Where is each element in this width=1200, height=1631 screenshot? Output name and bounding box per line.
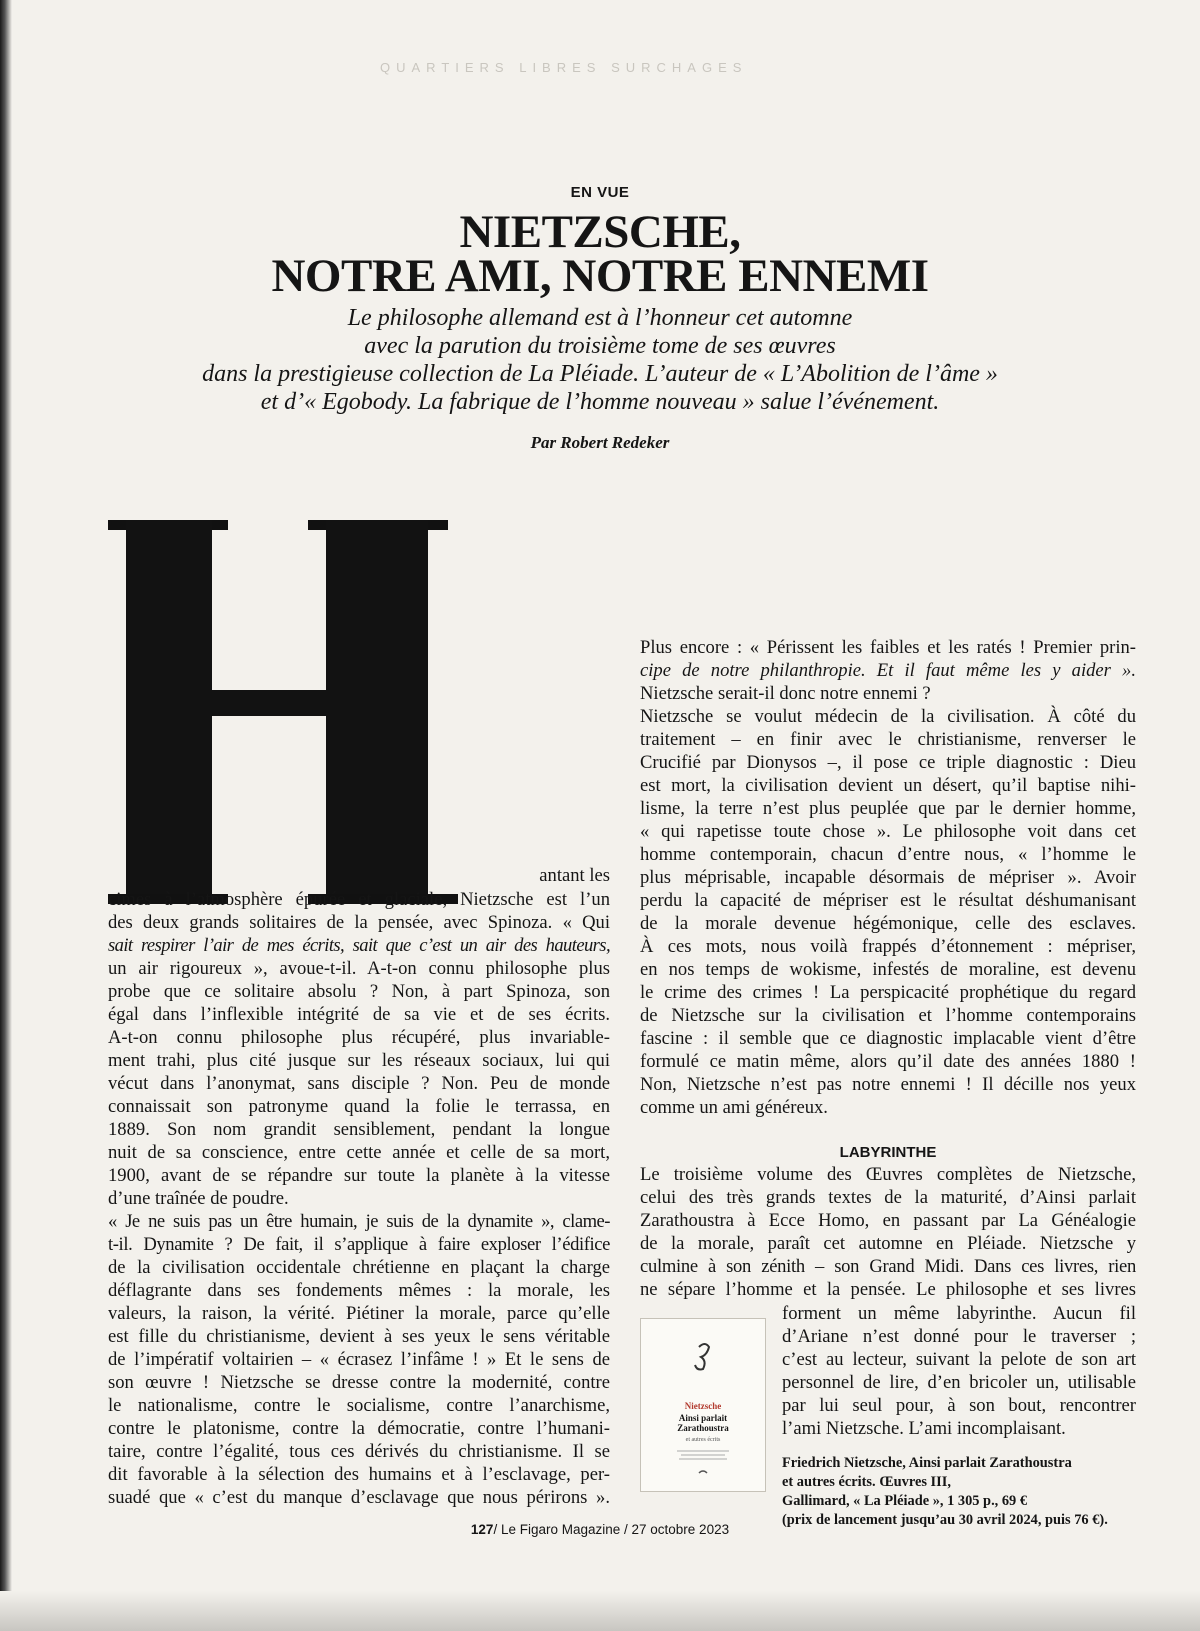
text-line: connaissait son patronyme quand la folie le terrassa, en <box>108 1096 610 1117</box>
caption-line: Gallimard, « La Pléiade », 1 305 p., 69 € <box>782 1493 1028 1509</box>
text-line: d’Ariane n’est donné pour le traverser ; <box>782 1326 1136 1347</box>
text-line: forment un même labyrinthe. Aucun fil <box>782 1303 1136 1324</box>
text-line: lisme, la terre n’est plus peuplée que par le dernier homme, <box>640 798 1136 819</box>
page-bottom-shadow <box>0 1591 1200 1631</box>
caption-line: (prix de lancement jusqu’au 30 avril 2024, puis 76 €). <box>782 1512 1108 1528</box>
page-number: 127 <box>470 1522 494 1537</box>
text-line: de la morale devenue hégémonique, celle des esclaves. <box>640 913 1136 934</box>
text-line: personnel de lire, d’en bricoler un, utilisable <box>782 1372 1136 1393</box>
caption-line: et autres écrits. Œuvres III, <box>782 1474 951 1490</box>
text-line: comme un ami généreux. <box>640 1097 828 1118</box>
text-line: ne sépare l’homme et la pensée. Le philosophe et ses livres <box>640 1279 1136 1300</box>
standfirst <box>0 304 1200 416</box>
text-line: 1889. Son nom grandit sensiblement, pendant la longue <box>108 1119 610 1140</box>
text-line: culmine à son zénith – son Grand Midi. Dans ces livres, rien <box>640 1256 1136 1277</box>
book-caption <box>782 1454 1142 1530</box>
text-line: en nos temps de wokisme, infestés de moraline, est devenu <box>640 959 1136 980</box>
standfirst-line: avec la parution du troisième tome de ses œuvres <box>364 333 836 359</box>
text-line: Le troisième volume des Œuvres complètes de Nietzsche, <box>640 1164 1136 1185</box>
right-column-part2 <box>640 1163 1136 1301</box>
text-line: un air rigoureux », avoue-t-il. A-t-on connu philosophe plus <box>108 958 610 979</box>
text-line: probe que ce solitaire absolu ? Non, à part Spinoza, son <box>108 981 610 1002</box>
text-line: déflagrante dans ses fondements mêmes : la morale, les <box>108 1280 610 1301</box>
title-line: NIETZSCHE, <box>459 206 741 258</box>
text-line: cimes à l’atmosphère épurée et glaciale, Nietzsche est l’un <box>108 889 610 910</box>
text-line: formulé ce matin même, alors qu’il date des années 1880 ! <box>640 1051 1136 1072</box>
caption-line: Friedrich Nietzsche, Ainsi parlait Zarathoustra <box>782 1455 1072 1471</box>
text-line: ment trahi, plus cité jusque sur les réseaux sociaux, lui qui <box>108 1050 610 1071</box>
text-line: dit favorable à la sélection des humains et à l’esclavage, per- <box>108 1464 610 1485</box>
right-column <box>640 636 1136 1119</box>
text-line: des deux grands solitaires de la pensée, avec Spinoza. « Qui <box>108 912 610 933</box>
text-line: par lui seul pour, à son bout, rencontrer <box>782 1395 1136 1416</box>
text-line: traitement – en finir avec le christianisme, renverser le <box>640 729 1136 750</box>
section-kicker: EN VUE <box>570 184 630 201</box>
text-line: son œuvre ! Nietzsche se dresse contre la modernité, contre <box>108 1372 610 1393</box>
standfirst-line: Le philosophe allemand est à l’honneur cet automne <box>347 305 853 331</box>
text-line: de la civilisation occidentale chrétienne en plaçant la charge <box>108 1257 610 1278</box>
text-line: fascine : il semble que ce diagnostic implacable vient d’être <box>640 1028 1136 1049</box>
page-footer <box>0 1522 1200 1537</box>
text-line: perdu la capacité de mépriser est le résultat déshumanisant <box>640 890 1136 911</box>
text-line: est fille du christianisme, devient à ses yeux le sens véritable <box>108 1326 610 1347</box>
book-title-line: Zarathoustra <box>677 1423 729 1433</box>
dropcap-letter <box>108 520 488 904</box>
text-line: Plus encore : « Périssent les faibles et les ratés ! Premier prin- <box>640 637 1136 658</box>
text-line: A-t-on connu philosophe plus récupéré, plus invariable- <box>108 1027 610 1048</box>
byline: Par Robert Redeker <box>530 433 670 452</box>
text-line: valeurs, la raison, la vérité. Piétiner la morale, parce qu’elle <box>108 1303 610 1324</box>
text-line: de l’impératif voltairien – « écrasez l’infâme ! » Et le sens de <box>108 1349 610 1370</box>
text-line: d’une traînée de poudre. <box>108 1188 289 1209</box>
text-line: Zarathoustra à Ecce Homo, en passant par La Généalogie <box>640 1210 1136 1231</box>
text-line: égal dans l’inflexible intégrité de sa vie et de ses écrits. <box>108 1004 610 1025</box>
text-line: cipe de notre philanthropie. Et il faut même les y aider ». <box>640 660 1136 681</box>
text-line: le nationalisme, contre le socialisme, contre l’anarchisme, <box>108 1395 610 1416</box>
text-line: taire, contre l’égalité, tous ces dérivés du christianisme. Il se <box>108 1441 610 1462</box>
section-subhead: LABYRINTHE <box>839 1144 937 1161</box>
text-line: À ces mots, nous voilà frappés d’étonnement : mépriser, <box>640 936 1136 957</box>
text-line: c’est au lecteur, suivant la pelote de son art <box>782 1349 1136 1370</box>
standfirst-line: dans la prestigieuse collection de La Pléiade. L’auteur de « L’Abolition de l’âme » <box>202 361 998 387</box>
text-line: de la morale, paraît cet automne en Pléiade. Nietzsche y <box>640 1233 1136 1254</box>
text-line: vécut dans l’anonymat, sans disciple ? Non. Peu de monde <box>108 1073 610 1094</box>
standfirst-line: et d’« Egobody. La fabrique de l’homme nouveau » salue l’événement. <box>260 389 940 415</box>
text-line: Nietzsche serait-il donc notre ennemi ? <box>640 683 931 704</box>
text-line: sait respirer l’air de mes écrits, sait que c’est un air des hauteurs, <box>108 935 610 956</box>
title-line: NOTRE AMI, NOTRE ENNEMI <box>271 250 929 302</box>
text-line: contre le platonisme, contre la démocratie, contre l’humani- <box>108 1418 610 1439</box>
left-column <box>108 888 610 1509</box>
publisher-logo-icon <box>641 1319 765 1491</box>
text-line: suadé que « c’est du manque d’esclavage que nous périrons ». <box>108 1487 610 1508</box>
dropcap-continuation: antant les <box>539 865 610 886</box>
text-line: celui des très grands textes de la maturité, d’Ainsi parlait <box>640 1187 1136 1208</box>
text-line: Crucifié par Dionysos –, il pose ce triple diagnostic : Dieu <box>640 752 1136 773</box>
text-line: est mort, la civilisation devient un désert, qu’il baptise nihi- <box>640 775 1136 796</box>
text-line: le crime des crimes ! La perspicacité prophétique du regard <box>640 982 1136 1003</box>
text-line: 1900, avant de se répandre sur toute la planète à la vitesse <box>108 1165 610 1186</box>
book-cover-image <box>640 1318 766 1492</box>
bleed-through-header: QUARTIERS LIBRES SURCHAGES <box>380 60 748 75</box>
text-line: t-il. Dynamite ? De fait, il s’applique à faire exploser l’édifice <box>108 1234 610 1255</box>
text-line: homme contemporain, chacun d’entre nous, « l’homme le <box>640 844 1136 865</box>
text-line: de Nietzsche sur la civilisation et l’homme contemporains <box>640 1005 1136 1026</box>
book-title-line: Ainsi parlait <box>678 1413 728 1423</box>
text-line: plus méprisable, incapable désormais de mépriser ». Avoir <box>640 867 1136 888</box>
text-line: l’ami Nietzsche. L’ami incomplaisant. <box>782 1418 1066 1439</box>
book-subtitle: et autres écrits <box>685 1437 721 1443</box>
right-column-part3 <box>782 1302 1136 1440</box>
text-line: « qui rapetisse toute chose ». Le philosophe voit dans cet <box>640 821 1136 842</box>
text-line: « Je ne suis pas un être humain, je suis de la dynamite », clame- <box>108 1211 610 1232</box>
book-author: Nietzsche <box>684 1401 722 1411</box>
text-line: Non, Nietzsche n’est pas notre ennemi ! Il décille nos yeux <box>640 1074 1136 1095</box>
footer-text: / Le Figaro Magazine / 27 octobre 2023 <box>493 1522 730 1537</box>
text-line: nuit de sa conscience, entre cette année et celle de sa mort, <box>108 1142 610 1163</box>
text-line: Nietzsche se voulut médecin de la civilisation. À côté du <box>640 706 1136 727</box>
article-title <box>0 206 1200 302</box>
